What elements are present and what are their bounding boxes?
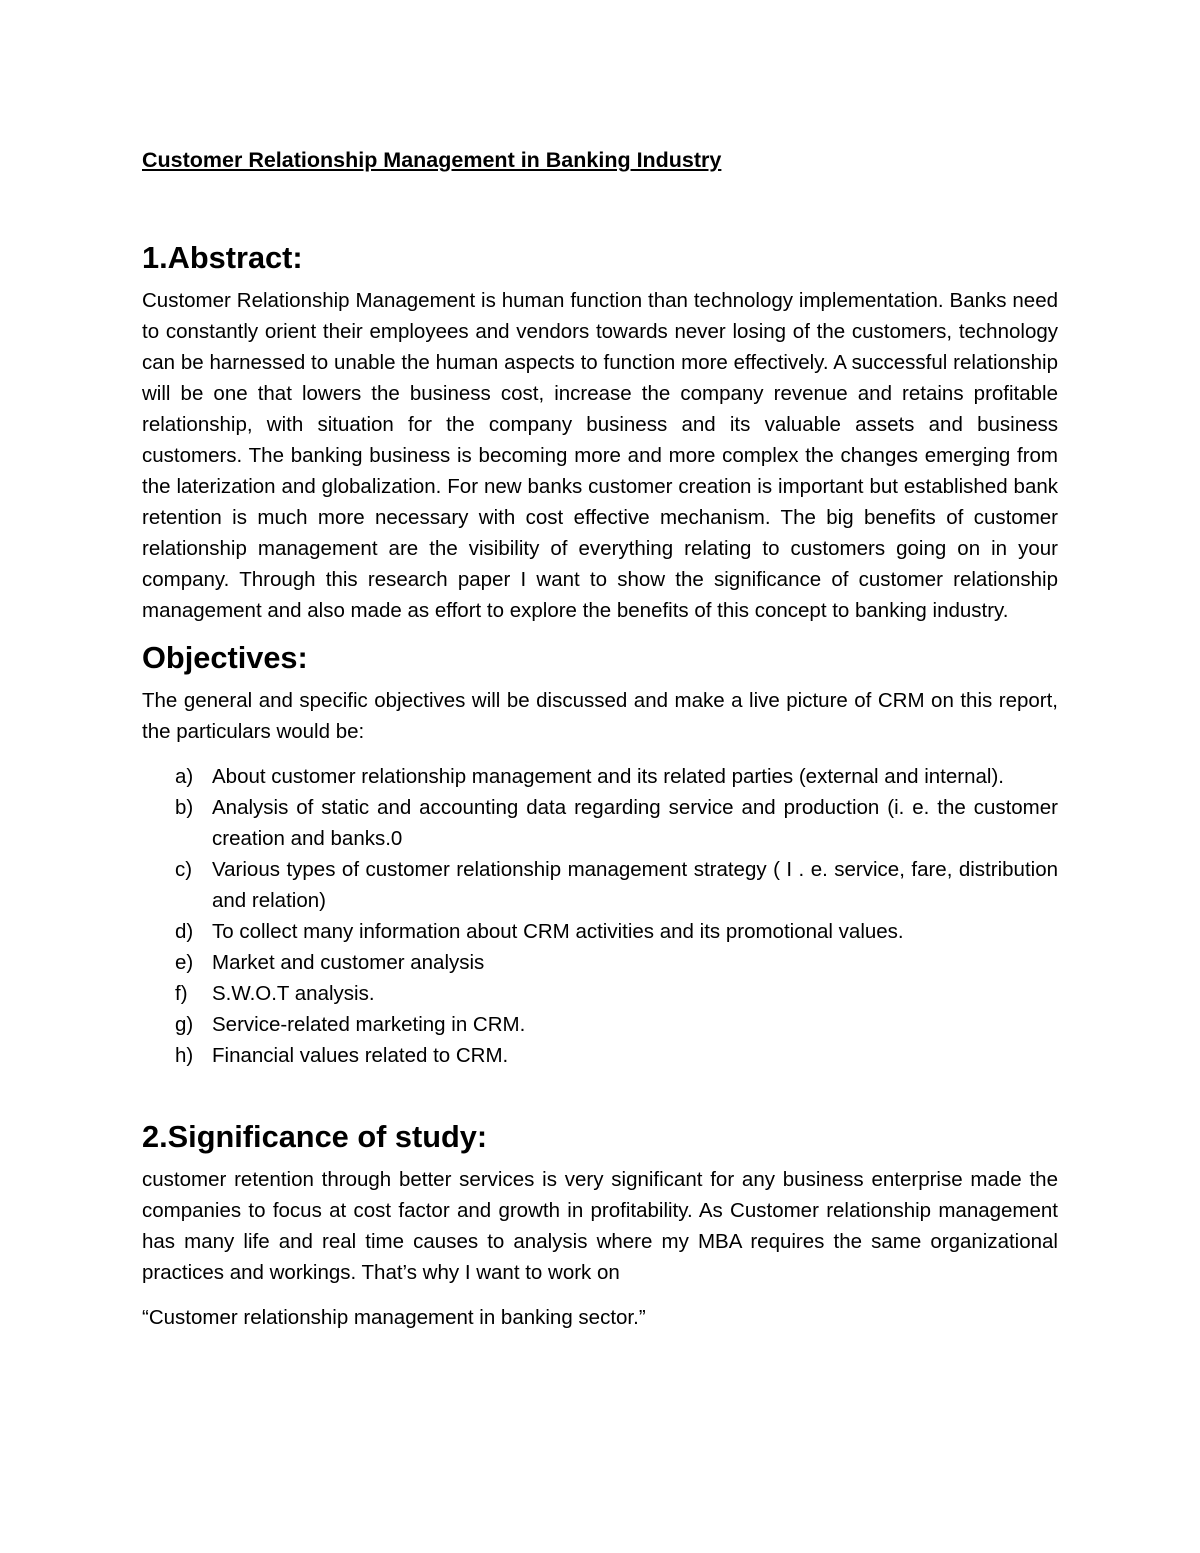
list-item bbox=[142, 1040, 1058, 1071]
list-marker: a) bbox=[175, 765, 194, 788]
list-item-text: Various types of customer relationship management strategy ( I . e. service, fare, distribution and relation) bbox=[212, 858, 1058, 912]
list-marker: g) bbox=[175, 1013, 194, 1036]
list-marker: f) bbox=[175, 982, 188, 1005]
document-page bbox=[142, 140, 1058, 1333]
list-item-text: S.W.O.T analysis. bbox=[212, 982, 375, 1005]
significance-paragraph: customer retention through better services is very significant for any business enterprise made the companies to focus at cost factor and growth in profitability. As Customer relationship management has many life and real time causes to analysis where my MBA requires the same organizational practices and workings. That’s why I want to work on bbox=[142, 1168, 1058, 1284]
list-item-text: Analysis of static and accounting data regarding service and production (i. e. the customer creation and banks.0 bbox=[212, 796, 1058, 850]
list-marker: h) bbox=[175, 1044, 194, 1067]
objectives-list bbox=[142, 761, 1058, 1071]
list-item bbox=[142, 854, 1058, 916]
document-title: Customer Relationship Management in Banking Industry bbox=[142, 148, 722, 172]
list-item bbox=[142, 761, 1058, 792]
abstract-heading: 1.Abstract: bbox=[142, 240, 303, 275]
list-marker: e) bbox=[175, 951, 194, 974]
abstract-paragraph: Customer Relationship Management is human function than technology implementation. Banks need to constantly orient their employees and vendors towards never losing of the customers, technology can be harnessed to unable the human aspects to function more effectively. A successful relationship will be one that lowers the business cost, increase the company revenue and retains profitable relationship, with situation for the company business and its valuable assets and business customers. The banking business is becoming more and more complex the changes emerging from the laterization and globalization. For new banks customer creation is important but established bank retention is much more necessary with cost effective mechanism. The big benefits of customer relationship management are the visibility of everything relating to customers going on in your company. Through this research paper I want to show the significance of customer relationship management and also made as effort to explore the benefits of this concept to banking industry. bbox=[142, 289, 1058, 622]
list-marker: c) bbox=[175, 858, 193, 881]
list-item bbox=[142, 792, 1058, 854]
list-item bbox=[142, 916, 1058, 947]
significance-quote: “Customer relationship management in banking sector.” bbox=[142, 1306, 646, 1329]
list-item bbox=[142, 978, 1058, 1009]
list-item-text: Market and customer analysis bbox=[212, 951, 485, 974]
list-item bbox=[142, 1009, 1058, 1040]
objectives-intro: The general and specific objectives will be discussed and make a live picture of CRM on this report, the particulars would be: bbox=[142, 689, 1058, 743]
significance-heading: 2.Significance of study: bbox=[142, 1119, 488, 1154]
list-item-text: Financial values related to CRM. bbox=[212, 1044, 509, 1067]
list-marker: d) bbox=[175, 920, 194, 943]
objectives-heading: Objectives: bbox=[142, 640, 308, 675]
list-item-text: Service-related marketing in CRM. bbox=[212, 1013, 526, 1036]
list-item-text: About customer relationship management and its related parties (external and internal). bbox=[212, 765, 1004, 788]
list-item-text: To collect many information about CRM activities and its promotional values. bbox=[212, 920, 904, 943]
list-marker: b) bbox=[175, 796, 194, 819]
list-item bbox=[142, 947, 1058, 978]
